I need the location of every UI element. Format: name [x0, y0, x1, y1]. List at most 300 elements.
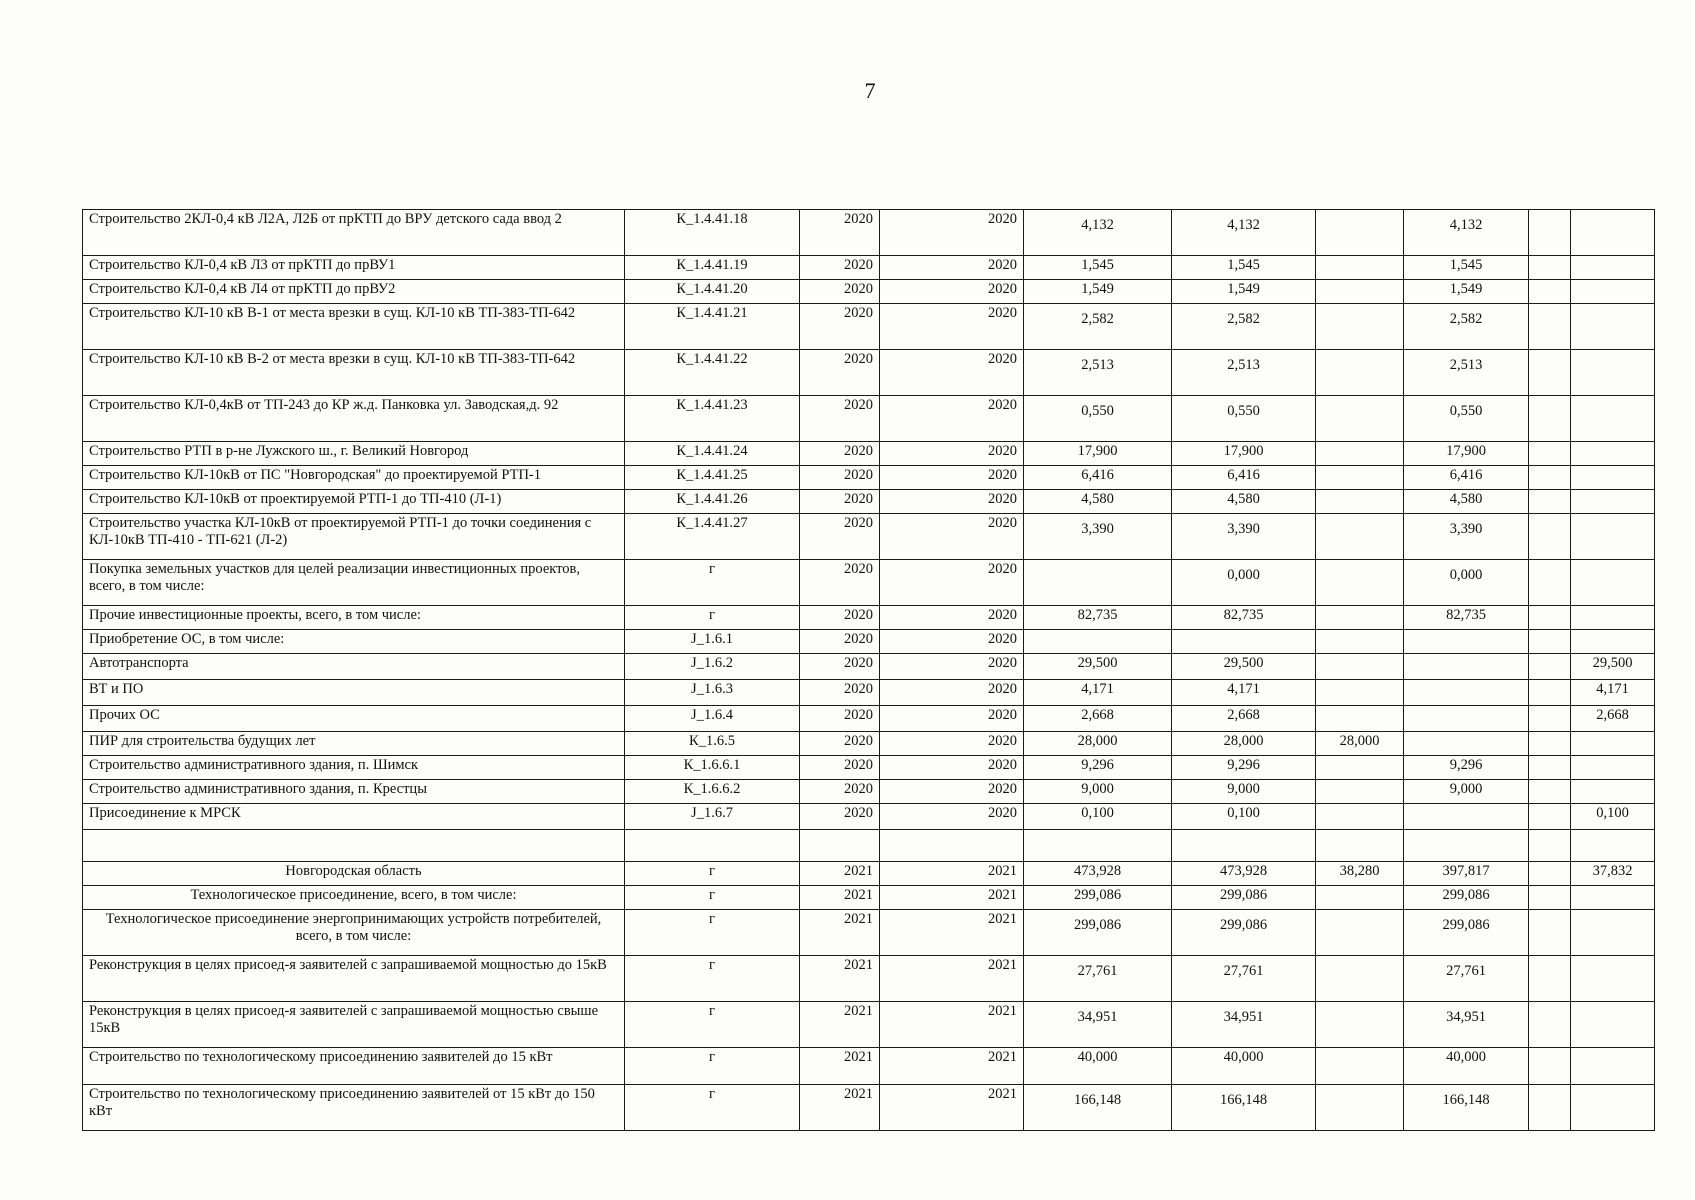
cell-project-code: г	[625, 956, 800, 1002]
cell-value-4	[1404, 680, 1529, 706]
cell-project-name: Строительство административного здания, п. Шимск	[83, 756, 625, 780]
cell-value-2: 29,500	[1172, 654, 1316, 680]
cell-project-code: г	[625, 862, 800, 886]
cell-year-end: 2021	[880, 1048, 1024, 1085]
cell-year-start: 2020	[800, 442, 880, 466]
cell-value-6	[1571, 886, 1655, 910]
cell-project-name	[83, 830, 625, 862]
cell-project-code: К_1.4.41.26	[625, 490, 800, 514]
cell-value-4: 0,550	[1404, 396, 1529, 442]
cell-value-4	[1404, 732, 1529, 756]
cell-year-end: 2020	[880, 304, 1024, 350]
cell-year-start: 2021	[800, 862, 880, 886]
table-row	[83, 1085, 1655, 1131]
cell-value-3	[1316, 804, 1404, 830]
cell-project-name: ВТ и ПО	[83, 680, 625, 706]
cell-project-name: Реконструкция в целях присоед-я заявителей с запрашиваемой мощностью до 15кВ	[83, 956, 625, 1002]
cell-year-start: 2020	[800, 732, 880, 756]
cell-value-6	[1571, 256, 1655, 280]
cell-value-1: 9,000	[1024, 780, 1172, 804]
cell-value-1: 1,545	[1024, 256, 1172, 280]
cell-project-code: К_1.4.41.19	[625, 256, 800, 280]
cell-year-end: 2021	[880, 886, 1024, 910]
cell-project-name: Технологическое присоединение, всего, в том числе:	[83, 886, 625, 910]
table-row	[83, 956, 1655, 1002]
cell-project-name: Прочие инвестиционные проекты, всего, в том числе:	[83, 606, 625, 630]
cell-project-name: Прочих ОС	[83, 706, 625, 732]
cell-year-start: 2020	[800, 350, 880, 396]
cell-value-6	[1571, 514, 1655, 560]
cell-value-3	[1316, 630, 1404, 654]
cell-value-4	[1404, 830, 1529, 862]
table-row	[83, 1002, 1655, 1048]
cell-year-start: 2021	[800, 1085, 880, 1131]
table-row	[83, 804, 1655, 830]
cell-value-3	[1316, 350, 1404, 396]
table-row	[83, 780, 1655, 804]
cell-year-end: 2020	[880, 514, 1024, 560]
cell-value-6	[1571, 732, 1655, 756]
cell-year-start: 2020	[800, 514, 880, 560]
table-row	[83, 560, 1655, 606]
cell-value-5	[1529, 1002, 1571, 1048]
cell-year-end: 2020	[880, 466, 1024, 490]
cell-year-start: 2021	[800, 1002, 880, 1048]
cell-value-6	[1571, 210, 1655, 256]
cell-year-start: 2020	[800, 630, 880, 654]
cell-value-5	[1529, 1085, 1571, 1131]
cell-project-code: К_1.4.41.20	[625, 280, 800, 304]
cell-value-2: 17,900	[1172, 442, 1316, 466]
cell-value-3	[1316, 466, 1404, 490]
cell-value-4: 299,086	[1404, 910, 1529, 956]
cell-value-2: 4,171	[1172, 680, 1316, 706]
cell-value-4: 2,582	[1404, 304, 1529, 350]
cell-year-end: 2020	[880, 680, 1024, 706]
cell-value-2: 0,100	[1172, 804, 1316, 830]
cell-project-code: J_1.6.7	[625, 804, 800, 830]
investment-table	[82, 209, 1655, 1131]
cell-value-2: 0,550	[1172, 396, 1316, 442]
cell-project-code: J_1.6.1	[625, 630, 800, 654]
cell-value-5	[1529, 514, 1571, 560]
cell-value-2: 9,296	[1172, 756, 1316, 780]
cell-value-5	[1529, 280, 1571, 304]
cell-value-2: 1,549	[1172, 280, 1316, 304]
cell-project-code: К_1.4.41.21	[625, 304, 800, 350]
table-row	[83, 654, 1655, 680]
cell-year-start: 2020	[800, 804, 880, 830]
table-row	[83, 886, 1655, 910]
cell-year-start: 2020	[800, 490, 880, 514]
cell-project-code: J_1.6.3	[625, 680, 800, 706]
cell-project-name: Покупка земельных участков для целей реализации инвестиционных проектов, всего, в том числе:	[83, 560, 625, 606]
table-row	[83, 514, 1655, 560]
cell-value-2: 1,545	[1172, 256, 1316, 280]
cell-year-start: 2021	[800, 910, 880, 956]
cell-year-start: 2020	[800, 706, 880, 732]
cell-project-name: Автотранспорта	[83, 654, 625, 680]
cell-year-end: 2020	[880, 490, 1024, 514]
cell-project-code: К_1.4.41.27	[625, 514, 800, 560]
cell-value-5	[1529, 466, 1571, 490]
cell-value-5	[1529, 256, 1571, 280]
cell-value-5	[1529, 886, 1571, 910]
cell-value-4: 397,817	[1404, 862, 1529, 886]
cell-value-3	[1316, 514, 1404, 560]
cell-value-1	[1024, 830, 1172, 862]
cell-value-6: 37,832	[1571, 862, 1655, 886]
cell-value-5	[1529, 350, 1571, 396]
cell-value-4: 299,086	[1404, 886, 1529, 910]
table-row	[83, 442, 1655, 466]
table-row	[83, 630, 1655, 654]
cell-value-2: 4,132	[1172, 210, 1316, 256]
cell-value-2: 0,000	[1172, 560, 1316, 606]
cell-value-4: 0,000	[1404, 560, 1529, 606]
cell-project-name: Строительство административного здания, п. Крестцы	[83, 780, 625, 804]
cell-value-6: 2,668	[1571, 706, 1655, 732]
cell-project-code: К_1.4.41.24	[625, 442, 800, 466]
cell-value-5	[1529, 830, 1571, 862]
cell-value-1: 4,171	[1024, 680, 1172, 706]
cell-value-1: 28,000	[1024, 732, 1172, 756]
cell-value-6	[1571, 280, 1655, 304]
cell-value-5	[1529, 490, 1571, 514]
cell-value-3	[1316, 654, 1404, 680]
cell-year-end: 2020	[880, 780, 1024, 804]
cell-value-1: 29,500	[1024, 654, 1172, 680]
cell-value-6	[1571, 1085, 1655, 1131]
cell-year-end: 2020	[880, 654, 1024, 680]
cell-year-start: 2021	[800, 1048, 880, 1085]
cell-year-start: 2020	[800, 780, 880, 804]
cell-project-code: J_1.6.4	[625, 706, 800, 732]
cell-value-3: 28,000	[1316, 732, 1404, 756]
cell-value-3	[1316, 830, 1404, 862]
cell-value-5	[1529, 804, 1571, 830]
cell-year-end: 2020	[880, 350, 1024, 396]
cell-value-3	[1316, 780, 1404, 804]
cell-year-end: 2020	[880, 732, 1024, 756]
cell-value-2	[1172, 830, 1316, 862]
cell-year-end: 2020	[880, 804, 1024, 830]
table-row	[83, 606, 1655, 630]
cell-value-5	[1529, 780, 1571, 804]
cell-year-end: 2020	[880, 256, 1024, 280]
cell-value-4: 1,545	[1404, 256, 1529, 280]
cell-value-6	[1571, 396, 1655, 442]
cell-value-4	[1404, 630, 1529, 654]
cell-year-start: 2020	[800, 680, 880, 706]
cell-value-4: 34,951	[1404, 1002, 1529, 1048]
cell-value-1	[1024, 560, 1172, 606]
cell-value-3	[1316, 1085, 1404, 1131]
cell-value-1: 166,148	[1024, 1085, 1172, 1131]
table-row	[83, 490, 1655, 514]
cell-year-end: 2020	[880, 560, 1024, 606]
table-row	[83, 830, 1655, 862]
cell-value-2: 166,148	[1172, 1085, 1316, 1131]
cell-value-6	[1571, 780, 1655, 804]
cell-project-name: Приобретение ОС, в том числе:	[83, 630, 625, 654]
table-row	[83, 280, 1655, 304]
cell-value-3	[1316, 956, 1404, 1002]
cell-value-1: 1,549	[1024, 280, 1172, 304]
cell-value-6	[1571, 1048, 1655, 1085]
cell-project-code: г	[625, 886, 800, 910]
cell-value-4	[1404, 654, 1529, 680]
cell-value-4: 27,761	[1404, 956, 1529, 1002]
cell-year-end: 2020	[880, 210, 1024, 256]
cell-year-start: 2020	[800, 304, 880, 350]
cell-value-3	[1316, 396, 1404, 442]
cell-value-6: 0,100	[1571, 804, 1655, 830]
cell-project-name: Строительство по технологическому присоединению заявителей от 15 кВт до 150 кВт	[83, 1085, 625, 1131]
cell-value-3	[1316, 756, 1404, 780]
cell-value-4: 1,549	[1404, 280, 1529, 304]
cell-project-name: Строительство КЛ-10кВ от ПС "Новгородская" до проектируемой РТП-1	[83, 466, 625, 490]
table-row	[83, 350, 1655, 396]
cell-value-4: 9,000	[1404, 780, 1529, 804]
table-row	[83, 396, 1655, 442]
cell-project-name: Строительство РТП в р-не Лужского ш., г. Великий Новгород	[83, 442, 625, 466]
cell-value-1: 17,900	[1024, 442, 1172, 466]
cell-project-name: Строительство участка КЛ-10кВ от проектируемой РТП-1 до точки соединения с КЛ-10кВ ТП-410 - ТП-621 (Л-2)	[83, 514, 625, 560]
cell-value-5	[1529, 1048, 1571, 1085]
cell-project-code: К_1.6.6.2	[625, 780, 800, 804]
cell-value-5	[1529, 732, 1571, 756]
cell-project-name: Реконструкция в целях присоед-я заявителей с запрашиваемой мощностью свыше 15кВ	[83, 1002, 625, 1048]
cell-value-3	[1316, 560, 1404, 606]
cell-value-2: 3,390	[1172, 514, 1316, 560]
cell-year-end: 2021	[880, 1002, 1024, 1048]
cell-value-5	[1529, 706, 1571, 732]
table-row	[83, 862, 1655, 886]
cell-value-2: 82,735	[1172, 606, 1316, 630]
cell-value-1: 9,296	[1024, 756, 1172, 780]
cell-value-2: 473,928	[1172, 862, 1316, 886]
cell-value-4: 9,296	[1404, 756, 1529, 780]
cell-value-5	[1529, 654, 1571, 680]
cell-value-5	[1529, 680, 1571, 706]
cell-project-code: К_1.4.41.25	[625, 466, 800, 490]
cell-value-3	[1316, 304, 1404, 350]
cell-year-end: 2020	[880, 606, 1024, 630]
cell-value-4	[1404, 804, 1529, 830]
cell-year-end	[880, 830, 1024, 862]
cell-value-5	[1529, 396, 1571, 442]
cell-value-6	[1571, 756, 1655, 780]
cell-project-code: г	[625, 1002, 800, 1048]
cell-value-3: 38,280	[1316, 862, 1404, 886]
cell-value-6: 29,500	[1571, 654, 1655, 680]
cell-value-6	[1571, 442, 1655, 466]
cell-value-1: 40,000	[1024, 1048, 1172, 1085]
cell-year-end: 2021	[880, 1085, 1024, 1131]
cell-year-end: 2021	[880, 862, 1024, 886]
table-row	[83, 732, 1655, 756]
cell-value-1: 473,928	[1024, 862, 1172, 886]
cell-value-4	[1404, 706, 1529, 732]
cell-value-5	[1529, 606, 1571, 630]
cell-value-5	[1529, 304, 1571, 350]
cell-project-code: К_1.4.41.18	[625, 210, 800, 256]
cell-project-code: г	[625, 606, 800, 630]
cell-year-end: 2020	[880, 396, 1024, 442]
cell-project-code: К_1.4.41.22	[625, 350, 800, 396]
cell-value-6: 4,171	[1571, 680, 1655, 706]
cell-value-1: 3,390	[1024, 514, 1172, 560]
cell-project-name: Строительство КЛ-0,4 кВ Л4 от прКТП до прВУ2	[83, 280, 625, 304]
cell-year-start: 2020	[800, 280, 880, 304]
cell-value-2	[1172, 630, 1316, 654]
cell-value-5	[1529, 630, 1571, 654]
cell-project-code: К_1.6.6.1	[625, 756, 800, 780]
cell-project-code: К_1.6.5	[625, 732, 800, 756]
cell-value-5	[1529, 910, 1571, 956]
cell-value-4: 3,390	[1404, 514, 1529, 560]
cell-value-3	[1316, 1002, 1404, 1048]
cell-value-6	[1571, 466, 1655, 490]
cell-value-1: 34,951	[1024, 1002, 1172, 1048]
table-row	[83, 910, 1655, 956]
cell-value-1: 2,582	[1024, 304, 1172, 350]
cell-value-4: 166,148	[1404, 1085, 1529, 1131]
cell-value-2: 299,086	[1172, 910, 1316, 956]
cell-value-5	[1529, 756, 1571, 780]
cell-year-start: 2020	[800, 396, 880, 442]
cell-value-5	[1529, 956, 1571, 1002]
cell-value-3	[1316, 256, 1404, 280]
cell-year-start: 2021	[800, 886, 880, 910]
cell-value-6	[1571, 560, 1655, 606]
cell-year-start	[800, 830, 880, 862]
cell-year-start: 2020	[800, 606, 880, 630]
table-row	[83, 256, 1655, 280]
cell-value-5	[1529, 442, 1571, 466]
cell-value-1: 2,668	[1024, 706, 1172, 732]
cell-value-2: 4,580	[1172, 490, 1316, 514]
cell-year-start: 2021	[800, 956, 880, 1002]
cell-value-4: 2,513	[1404, 350, 1529, 396]
cell-value-1: 0,100	[1024, 804, 1172, 830]
cell-value-3	[1316, 210, 1404, 256]
cell-value-3	[1316, 442, 1404, 466]
cell-year-end: 2020	[880, 442, 1024, 466]
table-row	[83, 304, 1655, 350]
cell-value-2: 40,000	[1172, 1048, 1316, 1085]
page-number: 7	[864, 78, 876, 103]
cell-value-6	[1571, 350, 1655, 396]
cell-year-end: 2020	[880, 756, 1024, 780]
cell-value-3	[1316, 706, 1404, 732]
table-row	[83, 706, 1655, 732]
cell-value-1: 299,086	[1024, 910, 1172, 956]
cell-value-2: 28,000	[1172, 732, 1316, 756]
table-row	[83, 466, 1655, 490]
cell-value-4: 82,735	[1404, 606, 1529, 630]
cell-year-start: 2020	[800, 256, 880, 280]
cell-project-name: Строительство КЛ-0,4кВ от ТП-243 до КР ж.д. Панковка ул. Заводская,д. 92	[83, 396, 625, 442]
table-row	[83, 756, 1655, 780]
cell-value-6	[1571, 956, 1655, 1002]
cell-year-end: 2020	[880, 630, 1024, 654]
cell-value-2: 6,416	[1172, 466, 1316, 490]
cell-project-code: г	[625, 1048, 800, 1085]
cell-year-end: 2020	[880, 280, 1024, 304]
table-row	[83, 1048, 1655, 1085]
cell-value-3	[1316, 490, 1404, 514]
cell-value-1: 0,550	[1024, 396, 1172, 442]
cell-value-1: 6,416	[1024, 466, 1172, 490]
cell-value-1: 2,513	[1024, 350, 1172, 396]
cell-project-name: ПИР для строительства будущих лет	[83, 732, 625, 756]
cell-value-3	[1316, 886, 1404, 910]
cell-value-2: 2,668	[1172, 706, 1316, 732]
cell-year-end: 2020	[880, 706, 1024, 732]
cell-project-code: г	[625, 1085, 800, 1131]
cell-project-name: Строительство КЛ-10 кВ В-2 от места врезки в сущ. КЛ-10 кВ ТП-383-ТП-642	[83, 350, 625, 396]
cell-year-start: 2020	[800, 210, 880, 256]
cell-value-4: 4,132	[1404, 210, 1529, 256]
cell-year-end: 2021	[880, 956, 1024, 1002]
cell-value-6	[1571, 606, 1655, 630]
cell-project-name: Присоединение к МРСК	[83, 804, 625, 830]
cell-year-start: 2020	[800, 466, 880, 490]
cell-year-start: 2020	[800, 756, 880, 780]
cell-value-6	[1571, 830, 1655, 862]
cell-value-2: 27,761	[1172, 956, 1316, 1002]
cell-project-code: г	[625, 910, 800, 956]
cell-value-2: 2,513	[1172, 350, 1316, 396]
cell-value-6	[1571, 1002, 1655, 1048]
cell-value-3	[1316, 280, 1404, 304]
cell-project-code: К_1.4.41.23	[625, 396, 800, 442]
cell-project-name: Строительство КЛ-0,4 кВ Л3 от прКТП до прВУ1	[83, 256, 625, 280]
cell-project-name: Строительство КЛ-10кВ от проектируемой РТП-1 до ТП-410 (Л-1)	[83, 490, 625, 514]
cell-project-name: Строительство КЛ-10 кВ В-1 от места врезки в сущ. КЛ-10 кВ ТП-383-ТП-642	[83, 304, 625, 350]
cell-project-name: Строительство 2КЛ-0,4 кВ Л2А, Л2Б от прКТП до ВРУ детского сада ввод 2	[83, 210, 625, 256]
cell-value-3	[1316, 910, 1404, 956]
cell-value-2: 2,582	[1172, 304, 1316, 350]
table-row	[83, 680, 1655, 706]
cell-project-name: Строительство по технологическому присоединению заявителей до 15 кВт	[83, 1048, 625, 1085]
cell-value-4: 6,416	[1404, 466, 1529, 490]
cell-value-2: 299,086	[1172, 886, 1316, 910]
cell-project-name: Технологическое присоединение энергопринимающих устройств потребителей, всего, в том числе:	[83, 910, 625, 956]
cell-value-1	[1024, 630, 1172, 654]
cell-year-end: 2021	[880, 910, 1024, 956]
cell-value-4: 40,000	[1404, 1048, 1529, 1085]
cell-value-4: 17,900	[1404, 442, 1529, 466]
cell-value-6	[1571, 304, 1655, 350]
cell-value-6	[1571, 910, 1655, 956]
cell-year-start: 2020	[800, 560, 880, 606]
cell-value-2: 9,000	[1172, 780, 1316, 804]
cell-value-3	[1316, 1048, 1404, 1085]
cell-value-3	[1316, 680, 1404, 706]
cell-year-start: 2020	[800, 654, 880, 680]
cell-value-5	[1529, 560, 1571, 606]
cell-value-6	[1571, 630, 1655, 654]
cell-value-1: 4,580	[1024, 490, 1172, 514]
cell-value-5	[1529, 862, 1571, 886]
cell-value-1: 4,132	[1024, 210, 1172, 256]
cell-value-6	[1571, 490, 1655, 514]
table-row	[83, 210, 1655, 256]
cell-value-4: 4,580	[1404, 490, 1529, 514]
